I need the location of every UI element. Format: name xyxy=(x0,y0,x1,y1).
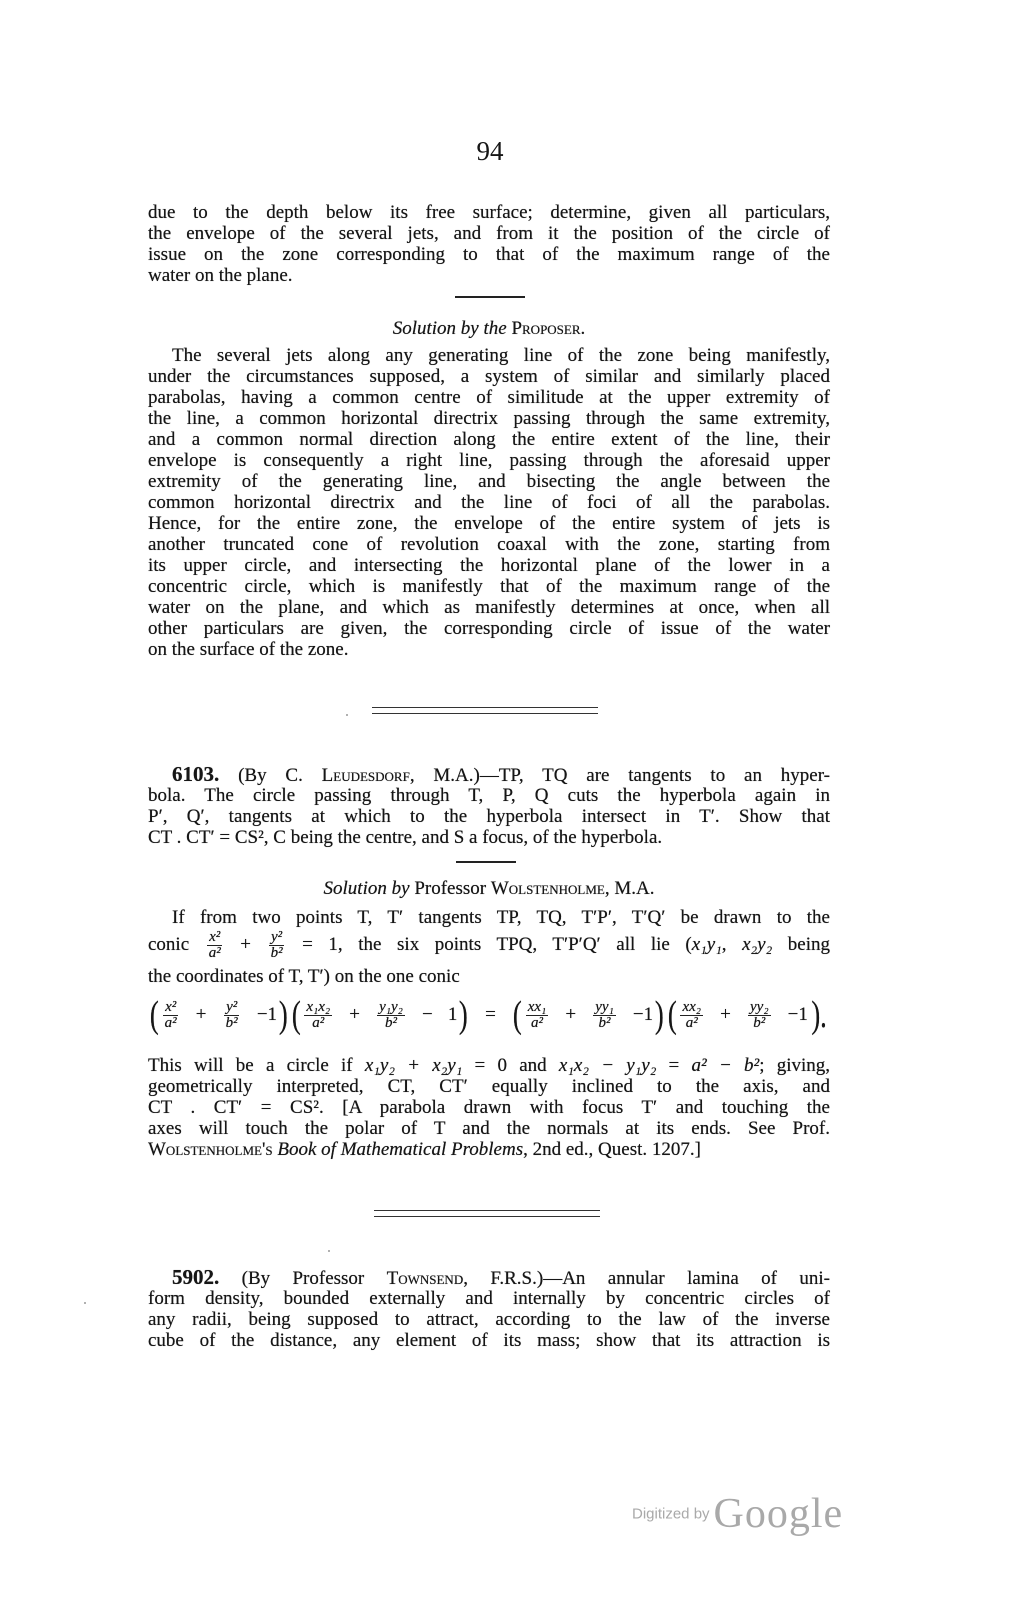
text-line xyxy=(148,928,830,962)
paragraph-question-end xyxy=(148,202,830,286)
google-logo: Google xyxy=(713,1491,844,1537)
text-run: under the circumstances supposed, a system of similar and similarly placed xyxy=(148,366,830,387)
numerator: yy₂ xyxy=(750,999,769,1016)
text-run: = 0 and xyxy=(462,1055,559,1076)
text-line xyxy=(148,408,830,429)
text-run: water on the plane, and which as manifestly determines at once, when all xyxy=(148,597,830,618)
text-line xyxy=(148,244,830,265)
text-run: on the surface of the zone. xyxy=(148,639,349,660)
text-run: Solution by xyxy=(323,878,415,899)
parenthesis: ) xyxy=(459,994,469,1037)
text-line xyxy=(148,202,830,223)
text-run: parabolas, having a common centre of similitude at the upper extremity of xyxy=(148,387,830,408)
text-run: + xyxy=(334,1004,376,1025)
numerator: x₁x₂ xyxy=(306,999,331,1016)
text-run: conic xyxy=(148,934,205,955)
numerator: xx₂ xyxy=(682,999,701,1016)
text-run: −1 xyxy=(617,1004,654,1025)
text-run: CT . CT′ = CS², C being the centre, and S a focus, of the hyperbola. xyxy=(148,827,663,848)
parenthesis: ( xyxy=(512,994,522,1037)
text-run: + xyxy=(180,1004,222,1025)
text-run: , M.A. xyxy=(604,878,655,899)
text-run: x₁x₂ − y₁y₂ xyxy=(558,1055,657,1076)
question-5902 xyxy=(148,1267,830,1351)
solution-heading-wolstenholme xyxy=(148,878,830,899)
text-line xyxy=(148,555,830,576)
short-rule xyxy=(456,861,516,863)
text-run: a² − b² xyxy=(691,1055,760,1076)
fraction xyxy=(593,1000,616,1031)
text-run: Proposer. xyxy=(511,318,586,339)
text-run: − 1 xyxy=(406,1004,458,1025)
numerator: y² xyxy=(226,999,238,1016)
text-line xyxy=(148,1309,830,1330)
text-run: the line, a common horizontal directrix passing through the same extremity, xyxy=(148,408,830,429)
denominator: a² xyxy=(312,1015,325,1032)
text-run: form density, bounded externally and internally by concentric circles of xyxy=(148,1288,830,1309)
text-line xyxy=(148,618,830,639)
text-run: 5902. xyxy=(172,1265,220,1289)
denominator: a² xyxy=(208,945,221,962)
text-run: −1 xyxy=(772,1004,808,1025)
text-line xyxy=(148,907,830,928)
text-run: issue on the zone corresponding to that of the maximum range of the xyxy=(148,244,830,265)
text-run: bola. The circle passing through T, P, Q cuts the hyperbola again in xyxy=(148,785,830,806)
text-run: = 1, the six points TPQ, T′P′Q′ all lie ( xyxy=(286,934,692,955)
text-line xyxy=(148,966,830,987)
fraction xyxy=(207,930,223,961)
text-line xyxy=(148,223,830,244)
fraction xyxy=(377,1000,405,1031)
google-watermark xyxy=(632,1490,843,1538)
text-run: Wolstenholme's xyxy=(148,1139,273,1160)
text-line xyxy=(148,387,830,408)
text-line xyxy=(148,265,830,286)
fraction xyxy=(269,930,285,961)
text-run: being xyxy=(772,934,830,955)
watermark-digitized-by: Digitized by xyxy=(632,1505,710,1523)
fraction xyxy=(680,1000,703,1031)
text-run: cube of the distance, any element of its mass; show that its attraction is xyxy=(148,1330,830,1351)
text-run: Townsend xyxy=(386,1268,464,1289)
text-run: any radii, being supposed to attract, according to the law of the inverse xyxy=(148,1309,830,1330)
text-run: , F.R.S.)—An annular lamina of uni- xyxy=(463,1268,830,1289)
text-run: x₁y₂ + x₂y₁ xyxy=(364,1055,463,1076)
text-run: the envelope of the several jets, and from it the position of the circle of xyxy=(148,223,830,244)
text-line xyxy=(148,1139,830,1160)
text-run: Leudesdorf xyxy=(321,765,410,786)
text-line xyxy=(148,1288,830,1309)
text-run: envelope is consequently a right line, passing through the aforesaid upper xyxy=(148,450,830,471)
denominator: a² xyxy=(530,1015,543,1032)
fraction xyxy=(748,1000,771,1031)
text-line xyxy=(148,1097,830,1118)
text-run: water on the plane. xyxy=(148,265,293,286)
text-run: extremity of the generating line, and bisecting the angle between the xyxy=(148,471,830,492)
text-line xyxy=(148,597,830,618)
text-run: CT . CT′ = CS². [A parabola drawn with focus T′ and touching the xyxy=(148,1097,830,1118)
text-run: Solution by the xyxy=(392,318,512,339)
text-run: P′, Q′, tangents at which to the hyperbola intersect in T′. Show that xyxy=(148,806,830,827)
text-line xyxy=(148,878,830,899)
parenthesis: ( xyxy=(667,994,677,1037)
text-line xyxy=(148,429,830,450)
parenthesis: ). xyxy=(811,994,827,1037)
text-line xyxy=(148,366,830,387)
text-run: If from two points T, T′ tangents TP, TQ, T′P′, T′Q′ be drawn to the xyxy=(172,907,830,928)
text-run: ; giving, xyxy=(759,1055,831,1076)
text-run: other particulars are given, the corresponding circle of issue of the water xyxy=(148,618,830,639)
text-run: + xyxy=(224,934,267,955)
text-run: , 2nd ed., Quest. 1207.] xyxy=(523,1139,701,1160)
text-run: , M.A.)—TP, TQ are tangents to an hyper- xyxy=(409,765,830,786)
scan-speck xyxy=(346,714,348,716)
text-run: + xyxy=(550,1004,592,1025)
text-run: axes will touch the polar of T and the normals at its ends. See Prof. xyxy=(148,1118,830,1139)
text-line xyxy=(148,492,830,513)
double-rule-separator xyxy=(374,1210,600,1217)
text-run: (By Professor xyxy=(219,1268,387,1289)
denominator: b² xyxy=(384,1015,397,1032)
fraction xyxy=(304,1000,332,1031)
text-line xyxy=(148,1055,830,1076)
parenthesis: ( xyxy=(149,994,159,1037)
text-line xyxy=(148,764,830,785)
question-6103 xyxy=(148,764,830,848)
text-run: geometrically interpreted, CT, CT′ equally inclined to the axis, and xyxy=(148,1076,830,1097)
text-line xyxy=(148,513,830,534)
numerator: x² xyxy=(209,929,221,946)
denominator: b² xyxy=(270,945,283,962)
text-run: and a common normal direction along the entire extent of the line, their xyxy=(148,429,830,450)
solution-wolstenholme-equations xyxy=(148,907,830,1037)
text-line xyxy=(148,639,830,660)
text-run: = xyxy=(470,1004,512,1025)
text-run: Wolstenholme xyxy=(490,878,605,899)
fraction xyxy=(224,1000,240,1031)
solution-heading-proposer xyxy=(148,318,830,339)
numerator: xx₁ xyxy=(527,999,547,1016)
text-run: Professor xyxy=(414,878,491,899)
solution-wolstenholme-conclusion xyxy=(148,1055,830,1160)
text-line xyxy=(148,806,830,827)
text-run: The several jets along any generating line of the zone being manifestly, xyxy=(172,345,830,366)
page-number: 94 xyxy=(476,136,504,166)
denominator: b² xyxy=(753,1015,766,1032)
text-run: another truncated cone of revolution coaxal with the zone, starting from xyxy=(148,534,830,555)
fraction xyxy=(526,1000,549,1031)
denominator: a² xyxy=(685,1015,698,1032)
short-rule xyxy=(455,296,525,298)
text-run: , xyxy=(721,934,743,955)
numerator: y₁y₂ xyxy=(379,999,403,1016)
parenthesis: ) xyxy=(655,994,664,1037)
scan-speck xyxy=(328,1250,330,1252)
parenthesis: ( xyxy=(291,994,301,1037)
text-line xyxy=(148,1267,830,1288)
text-run: + xyxy=(704,1004,746,1025)
denominator: b² xyxy=(225,1015,238,1032)
numerator: yy₁ xyxy=(595,999,614,1016)
text-run: concentric circle, which is manifestly that of the maximum range of the xyxy=(148,576,830,597)
text-run: x₂y₂ xyxy=(742,934,773,955)
paragraph-solution-proposer xyxy=(148,345,830,660)
text-line xyxy=(148,345,830,366)
text-run: due to the depth below its free surface; determine, given all particulars, xyxy=(148,202,830,223)
text-run: its upper circle, and intersecting the horizontal plane of the lower in a xyxy=(148,555,830,576)
text-run: Hence, for the entire zone, the envelope of the entire system of jets is xyxy=(148,513,830,534)
text-line xyxy=(148,576,830,597)
parenthesis: ) xyxy=(278,994,288,1037)
text-line xyxy=(148,1118,830,1139)
fraction xyxy=(163,1000,179,1031)
text-line xyxy=(148,827,830,848)
denominator: b² xyxy=(598,1015,611,1032)
numerator: y² xyxy=(271,929,283,946)
text-line xyxy=(148,785,830,806)
text-run: x₁y₁ xyxy=(691,934,722,955)
scan-speck xyxy=(84,1302,86,1304)
text-line xyxy=(148,1076,830,1097)
text-run: common horizontal directrix and the line of foci of all the parabolas. xyxy=(148,492,830,513)
text-run: the coordinates of T, T′) on the one conic xyxy=(148,966,460,987)
numerator: x² xyxy=(165,999,177,1016)
denominator: a² xyxy=(164,1015,177,1032)
text-line xyxy=(148,1330,830,1351)
text-run: (By C. xyxy=(219,765,322,786)
text-line xyxy=(148,471,830,492)
text-run: 6103. xyxy=(172,762,220,786)
text-line xyxy=(148,318,830,339)
text-run: This will be a circle if xyxy=(148,1055,365,1076)
text-line xyxy=(148,450,830,471)
text-line xyxy=(148,993,830,1037)
text-run: Book of Mathematical Problems xyxy=(277,1139,524,1160)
text-line xyxy=(148,534,830,555)
text-run: = xyxy=(656,1055,692,1076)
double-rule-separator xyxy=(372,707,598,714)
text-run: −1 xyxy=(241,1004,278,1025)
